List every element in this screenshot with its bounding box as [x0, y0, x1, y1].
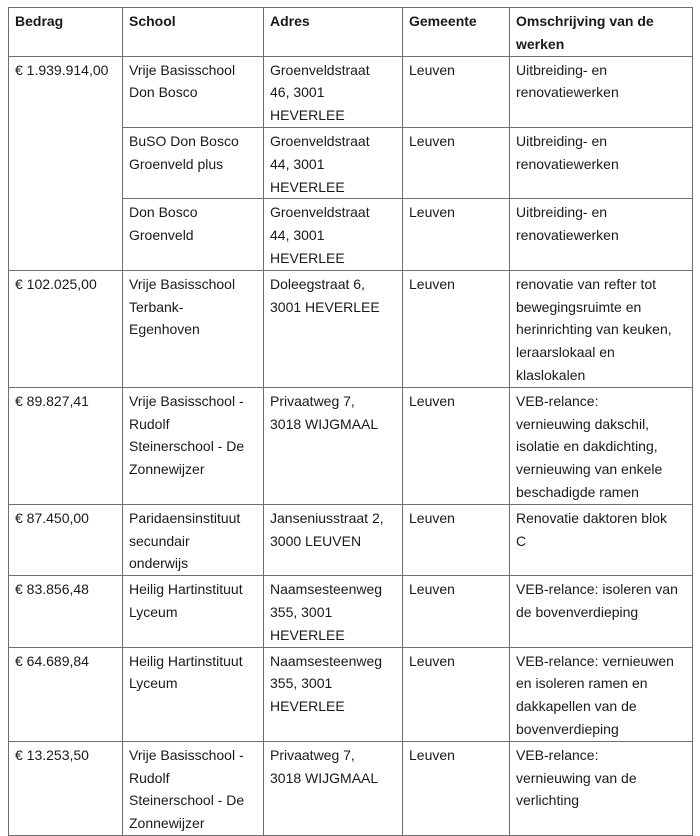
header-adres	[264, 8, 403, 57]
adres-text: 46, 3001	[270, 84, 325, 101]
adres-text: Privaatweg 7,	[270, 392, 355, 409]
omschrijving-text: Uitbreiding- en	[516, 132, 608, 149]
omschrijving-text: vernieuwing dakschil,	[516, 415, 650, 432]
adres-text: Groenveldstraat	[270, 204, 370, 221]
omschrijving-text: vernieuwing van enkele	[516, 461, 663, 478]
gemeente-text: Leuven	[409, 204, 455, 221]
omschrijving-text: bewegingsruimte en	[516, 298, 642, 315]
bedrag-text: € 64.689,84	[15, 652, 89, 669]
gemeente-text: Leuven	[409, 746, 455, 763]
school-text: Lyceum	[129, 675, 178, 692]
adres-text: HEVERLEE	[270, 249, 345, 266]
table-row	[9, 56, 693, 127]
school-text: Vrije Basisschool -	[129, 746, 244, 763]
school-text: Don Bosco	[129, 84, 198, 101]
omschrijving-text: Renovatie daktoren blok	[516, 509, 667, 526]
omschrijving-text: VEB-relance:	[516, 746, 599, 763]
omschrijving-text: renovatiewerken	[516, 84, 619, 101]
cell-omschrijving	[510, 387, 693, 504]
omschrijving-text: beschadigde ramen	[516, 483, 639, 500]
table-row	[9, 270, 693, 387]
school-text: Paridaensinstituut	[129, 509, 241, 526]
omschrijving-text: renovatiewerken	[516, 155, 619, 172]
adres-text: HEVERLEE	[270, 626, 345, 643]
header-gemeente	[403, 8, 510, 57]
adres-text: Groenveldstraat	[270, 132, 370, 149]
cell-adres	[264, 576, 403, 647]
cell-school	[123, 504, 264, 575]
school-text: Zonnewijzer	[129, 461, 205, 478]
table-row	[9, 576, 693, 647]
header-text: Omschrijving van de	[516, 13, 654, 29]
cell-gemeente	[403, 56, 510, 127]
gemeente-text: Leuven	[409, 581, 455, 598]
cell-adres	[264, 56, 403, 127]
bedrag-text: € 83.856,48	[15, 581, 89, 598]
adres-text: 355, 3001	[270, 675, 333, 692]
school-text: Vrije Basisschool -	[129, 392, 244, 409]
header-omschrijving	[510, 8, 693, 57]
table-row	[9, 741, 693, 835]
bedrag-text: € 89.827,41	[15, 392, 89, 409]
omschrijving-text: isolatie en dakdichting,	[516, 438, 658, 455]
bedrag-text: € 87.450,00	[15, 509, 89, 526]
cell-gemeente	[403, 199, 510, 270]
cell-bedrag	[9, 576, 123, 647]
gemeente-text: Leuven	[409, 652, 455, 669]
omschrijving-text: verlichting	[516, 792, 580, 809]
cell-gemeente	[403, 127, 510, 198]
adres-text: 44, 3001	[270, 155, 325, 172]
cell-school	[123, 647, 264, 741]
adres-text: 3018 WIJGMAAL	[270, 415, 379, 432]
cell-school	[123, 270, 264, 387]
school-text: Vrije Basisschool	[129, 275, 236, 292]
school-text: Rudolf	[129, 769, 170, 786]
adres-text: Janseniusstraat 2,	[270, 509, 384, 526]
cell-adres	[264, 270, 403, 387]
cell-gemeente	[403, 270, 510, 387]
school-text: BuSO Don Bosco	[129, 132, 239, 149]
school-text: Lyceum	[129, 603, 178, 620]
table-row	[9, 387, 693, 504]
bedrag-text: € 102.025,00	[15, 275, 97, 292]
gemeente-text: Leuven	[409, 275, 455, 292]
gemeente-text: Leuven	[409, 509, 455, 526]
adres-text: 3000 LEUVEN	[270, 532, 362, 549]
cell-gemeente	[403, 647, 510, 741]
omschrijving-text: VEB-relance:	[516, 392, 599, 409]
school-text: Groenveld plus	[129, 155, 224, 172]
cell-adres	[264, 199, 403, 270]
cell-school	[123, 127, 264, 198]
adres-text: HEVERLEE	[270, 107, 345, 124]
cell-omschrijving	[510, 576, 693, 647]
header-text: Gemeente	[409, 13, 477, 29]
cell-omschrijving	[510, 56, 693, 127]
cell-adres	[264, 647, 403, 741]
school-text: Rudolf	[129, 415, 170, 432]
table-row	[9, 647, 693, 741]
school-text: onderwijs	[129, 555, 189, 572]
bedrag-text: € 13.253,50	[15, 746, 89, 763]
cell-omschrijving	[510, 504, 693, 575]
school-text: Steinerschool - De	[129, 438, 245, 455]
header-row	[9, 8, 693, 57]
adres-text: Groenveldstraat	[270, 61, 370, 78]
omschrijving-text: Uitbreiding- en	[516, 204, 608, 221]
adres-text: 44, 3001	[270, 227, 325, 244]
bedrag-text: € 1.939.914,00	[15, 61, 109, 78]
adres-text: Privaatweg 7,	[270, 746, 355, 763]
gemeente-text: Leuven	[409, 61, 455, 78]
cell-adres	[264, 741, 403, 835]
adres-text: HEVERLEE	[270, 698, 345, 715]
cell-bedrag	[9, 504, 123, 575]
adres-text: 355, 3001	[270, 603, 333, 620]
school-text: Heilig Hartinstituut	[129, 652, 243, 669]
adres-text: HEVERLEE	[270, 178, 345, 195]
school-text: Steinerschool - De	[129, 792, 245, 809]
omschrijving-text: bovenverdieping	[516, 720, 619, 737]
cell-adres	[264, 504, 403, 575]
school-text: Vrije Basisschool	[129, 61, 236, 78]
cell-school	[123, 199, 264, 270]
omschrijving-text: herinrichting van keuken,	[516, 321, 672, 338]
cell-school	[123, 387, 264, 504]
omschrijving-text: renovatiewerken	[516, 227, 619, 244]
school-text: secundair	[129, 532, 190, 549]
subsidy-table	[8, 7, 693, 836]
header-bedrag	[9, 8, 123, 57]
school-text: Zonnewijzer	[129, 815, 205, 832]
header-text: werken	[516, 35, 565, 52]
adres-text: Naamsesteenweg	[270, 652, 383, 669]
cell-gemeente	[403, 576, 510, 647]
adres-text: Doleegstraat 6,	[270, 275, 365, 292]
adres-text: 3001 HEVERLEE	[270, 298, 380, 315]
header-text: Adres	[270, 13, 310, 29]
omschrijving-text: klaslokalen	[516, 366, 586, 383]
school-text: Egenhoven	[129, 321, 200, 338]
cell-gemeente	[403, 387, 510, 504]
adres-text: Naamsesteenweg	[270, 581, 383, 598]
cell-adres	[264, 127, 403, 198]
cell-bedrag	[9, 56, 123, 270]
cell-adres	[264, 387, 403, 504]
school-text: Groenveld	[129, 227, 194, 244]
cell-omschrijving	[510, 199, 693, 270]
omschrijving-text: renovatie van refter tot	[516, 275, 657, 292]
cell-bedrag	[9, 647, 123, 741]
gemeente-text: Leuven	[409, 132, 455, 149]
cell-school	[123, 56, 264, 127]
cell-bedrag	[9, 270, 123, 387]
cell-omschrijving	[510, 647, 693, 741]
header-text: School	[129, 13, 176, 29]
gemeente-text: Leuven	[409, 392, 455, 409]
omschrijving-text: C	[516, 532, 527, 549]
header-text: Bedrag	[15, 13, 64, 29]
cell-school	[123, 576, 264, 647]
cell-bedrag	[9, 741, 123, 835]
table-row	[9, 504, 693, 575]
cell-bedrag	[9, 387, 123, 504]
cell-gemeente	[403, 504, 510, 575]
adres-text: 3018 WIJGMAAL	[270, 769, 379, 786]
cell-omschrijving	[510, 127, 693, 198]
omschrijving-text: leraarslokaal en	[516, 344, 615, 361]
omschrijving-text: dakkapellen van de	[516, 698, 637, 715]
cell-omschrijving	[510, 270, 693, 387]
omschrijving-text: VEB-relance: vernieuwen	[516, 652, 674, 669]
cell-gemeente	[403, 741, 510, 835]
omschrijving-text: en isoleren ramen en	[516, 675, 648, 692]
omschrijving-text: vernieuwing van de	[516, 769, 637, 786]
school-text: Don Bosco	[129, 204, 198, 221]
cell-omschrijving	[510, 741, 693, 835]
omschrijving-text: VEB-relance: isoleren van	[516, 581, 678, 598]
school-text: Terbank-	[129, 298, 184, 315]
header-school	[123, 8, 264, 57]
school-text: Heilig Hartinstituut	[129, 581, 243, 598]
omschrijving-text: Uitbreiding- en	[516, 61, 608, 78]
cell-school	[123, 741, 264, 835]
omschrijving-text: de bovenverdieping	[516, 603, 639, 620]
